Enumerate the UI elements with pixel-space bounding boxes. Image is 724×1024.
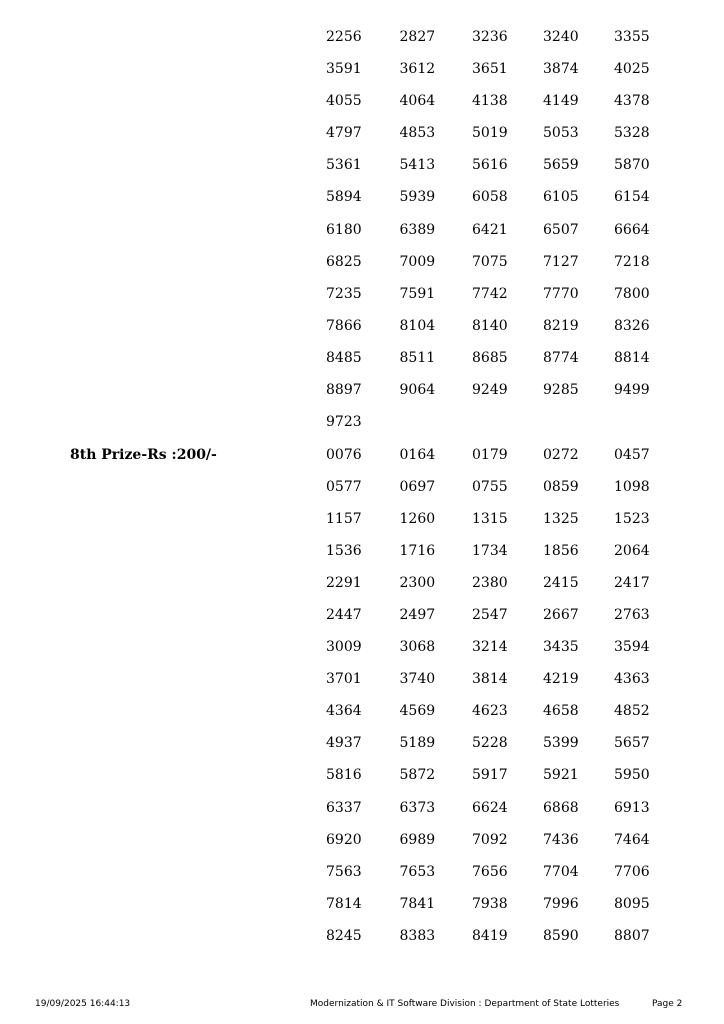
ticket-number: 4149 (543, 93, 579, 110)
ticket-number: 7436 (543, 831, 579, 848)
ticket-number: 6624 (472, 799, 508, 816)
ticket-number: 4658 (543, 703, 579, 720)
ticket-number: 8419 (472, 927, 508, 944)
ticket-number: 6421 (472, 221, 508, 238)
footer-timestamp: 19/09/2025 16:44:13 (35, 999, 131, 1009)
ticket-number: 7563 (326, 863, 362, 880)
ticket-number: 7653 (399, 863, 436, 880)
ticket-number: 0755 (472, 478, 508, 495)
ticket-number: 4853 (399, 125, 436, 142)
ticket-number: 6868 (543, 799, 579, 816)
ticket-number: 1157 (326, 510, 362, 527)
ticket-number: 6989 (399, 831, 436, 848)
ticket-number: 2827 (399, 29, 436, 45)
ticket-number: 8511 (399, 349, 436, 366)
ticket-number: 7464 (614, 831, 650, 848)
ticket-number: 4064 (399, 93, 436, 110)
ticket-number: 2064 (614, 542, 650, 559)
ticket-number: 5189 (399, 735, 436, 752)
ticket-number: 9285 (543, 382, 579, 399)
ticket-number: 4852 (614, 703, 650, 720)
page-footer (0, 999, 724, 1015)
ticket-number: 6664 (614, 221, 650, 238)
ticket-number: 7009 (399, 253, 436, 270)
ticket-number: 3651 (472, 61, 508, 78)
ticket-number: 5659 (543, 157, 579, 174)
ticket-number: 7742 (472, 285, 508, 302)
ticket-number: 8774 (543, 349, 579, 366)
ticket-number: 1098 (614, 478, 650, 495)
ticket-number: 7591 (399, 285, 436, 302)
ticket-number: 5894 (326, 189, 362, 206)
ticket-number: 1734 (472, 542, 508, 559)
ticket-number: 7092 (472, 831, 508, 848)
ticket-number: 0179 (472, 446, 508, 463)
ticket-number: 8095 (614, 895, 650, 912)
ticket-number: 9499 (614, 382, 650, 399)
ticket-number: 5399 (543, 735, 579, 752)
ticket-number: 7938 (472, 895, 508, 912)
ticket-number: 8104 (399, 317, 436, 334)
ticket-number: 8814 (614, 349, 650, 366)
footer-division: Modernization & IT Software Division : Department of State Lotteries (310, 999, 620, 1009)
ticket-number: 0577 (326, 478, 362, 495)
ticket-number: 5872 (399, 767, 436, 784)
ticket-number: 7800 (614, 285, 650, 302)
ticket-number: 6913 (614, 799, 650, 816)
ticket-number: 3591 (326, 61, 362, 78)
ticket-number: 5921 (543, 767, 579, 784)
ticket-number: 7075 (472, 253, 508, 270)
ticket-number: 8219 (543, 317, 579, 334)
ticket-number: 7770 (543, 285, 579, 302)
ticket-number: 6337 (326, 799, 362, 816)
ticket-number: 0272 (543, 446, 579, 463)
ticket-number: 8245 (326, 927, 362, 944)
ticket-number: 8685 (472, 349, 508, 366)
ticket-number: 3009 (326, 639, 362, 656)
ticket-number: 5228 (472, 735, 508, 752)
ticket-number: 5413 (399, 157, 436, 174)
ticket-number: 8590 (543, 927, 579, 944)
ticket-number: 1716 (399, 542, 436, 559)
ticket-number: 3594 (614, 639, 650, 656)
ticket-number: 2497 (399, 606, 436, 623)
ticket-number: 7996 (543, 895, 579, 912)
ticket-number: 3874 (543, 61, 579, 78)
ticket-number: 0164 (399, 446, 436, 463)
ticket-number: 3068 (399, 639, 436, 656)
ticket-number: 6825 (326, 253, 362, 270)
ticket-number: 2256 (326, 29, 362, 45)
ticket-number: 0076 (326, 446, 362, 463)
ticket-number: 1325 (543, 510, 579, 527)
ticket-number: 3612 (399, 61, 436, 78)
ticket-number: 3435 (543, 639, 579, 656)
ticket-number: 0697 (399, 478, 436, 495)
ticket-number: 6154 (614, 189, 650, 206)
ticket-number: 6920 (326, 831, 362, 848)
ticket-number: 4623 (472, 703, 508, 720)
ticket-number: 1523 (614, 510, 650, 527)
ticket-number: 2417 (614, 574, 650, 591)
ticket-number: 4025 (614, 61, 650, 78)
ticket-number: 1536 (326, 542, 362, 559)
ticket-number: 9249 (472, 382, 508, 399)
ticket-number: 5053 (543, 125, 579, 142)
ticket-number: 4219 (543, 671, 579, 688)
ticket-number: 3240 (543, 29, 579, 45)
ticket-number: 4363 (614, 671, 650, 688)
ticket-number: 4364 (326, 703, 362, 720)
ticket-number: 3214 (472, 639, 508, 656)
ticket-number: 5019 (472, 125, 508, 142)
ticket-number: 5361 (326, 157, 362, 174)
ticket-number: 6389 (399, 221, 436, 238)
ticket-number: 5328 (614, 125, 650, 142)
ticket-number: 5917 (472, 767, 508, 784)
ticket-number: 7704 (543, 863, 579, 880)
ticket-number: 7841 (399, 895, 436, 912)
ticket-number: 7814 (326, 895, 362, 912)
ticket-number: 5816 (326, 767, 362, 784)
ticket-number: 1856 (543, 542, 579, 559)
prize-title: 8th Prize-Rs :200/- (70, 446, 217, 463)
ticket-number: 3355 (614, 29, 650, 45)
ticket-number: 0457 (614, 446, 650, 463)
ticket-number: 6373 (399, 799, 436, 816)
ticket-number: 8807 (614, 927, 650, 944)
ticket-number: 6180 (326, 221, 362, 238)
ticket-number: 4937 (326, 735, 362, 752)
footer-page-number: Page 2 (652, 999, 683, 1009)
ticket-number: 2447 (326, 606, 362, 623)
ticket-number: 4797 (326, 125, 362, 142)
ticket-number: 5950 (614, 767, 650, 784)
ticket-number: 2291 (326, 574, 362, 591)
ticket-number: 0859 (543, 478, 579, 495)
ticket-number: 9064 (399, 382, 436, 399)
ticket-number: 5616 (472, 157, 508, 174)
ticket-number: 2667 (543, 606, 579, 623)
ticket-number: 3740 (399, 671, 436, 688)
ticket-number: 7706 (614, 863, 650, 880)
ticket-number: 6105 (543, 189, 579, 206)
ticket-number: 3701 (326, 671, 362, 688)
ticket-number: 2300 (399, 574, 436, 591)
ticket-number: 6058 (472, 189, 508, 206)
ticket-number: 4055 (326, 93, 362, 110)
ticket-number: 7656 (472, 863, 508, 880)
ticket-number: 7127 (543, 253, 579, 270)
ticket-number: 3814 (472, 671, 508, 688)
ticket-number: 4569 (399, 703, 436, 720)
ticket-number: 7866 (326, 317, 362, 334)
ticket-number: 6507 (543, 221, 579, 238)
ticket-number: 1315 (472, 510, 508, 527)
ticket-number: 8326 (614, 317, 650, 334)
ticket-number: 5657 (614, 735, 650, 752)
ticket-number: 3236 (472, 29, 508, 45)
ticket-number: 8140 (472, 317, 508, 334)
ticket-number: 2763 (614, 606, 650, 623)
ticket-number: 9723 (326, 414, 362, 431)
ticket-number: 2547 (472, 606, 508, 623)
ticket-number: 8383 (399, 927, 436, 944)
ticket-number: 5870 (614, 157, 650, 174)
ticket-number: 4138 (472, 93, 508, 110)
ticket-number: 4378 (614, 93, 650, 110)
ticket-number: 8897 (326, 382, 362, 399)
ticket-number: 1260 (399, 510, 436, 527)
ticket-number: 7218 (614, 253, 650, 270)
ticket-number: 5939 (399, 189, 436, 206)
ticket-number: 2380 (472, 574, 508, 591)
ticket-number: 7235 (326, 285, 362, 302)
ticket-number: 2415 (543, 574, 579, 591)
ticket-number: 8485 (326, 349, 362, 366)
